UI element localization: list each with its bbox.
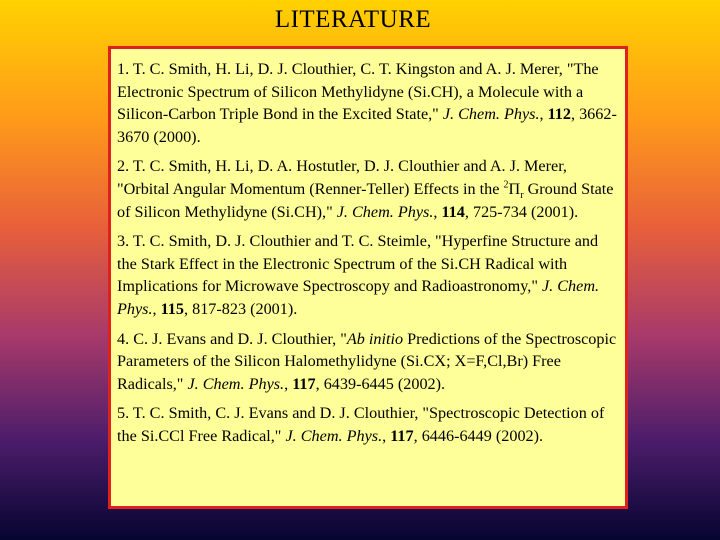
pages-year: , 3662-3670 (2000). [117,105,617,146]
reference-text: 1. T. C. Smith, H. Li, D. J. Clouthier, C. T. Kingston and A. J. Merer, "The Electronic Spectrum of Silicon Methylidyne (Si.CH), a Molecule with a Silicon-Carbon Triple Bond in the Excited State," [117,60,599,124]
separator: , [433,202,442,221]
reference-text: 2. T. C. Smith, H. Li, D. A. Hostutler, D. J. Clouthier and A. J. Merer, "Orbital Angular Momentum (Renner-Teller) Effects in the [117,157,567,198]
reference-item-2 [117,155,619,223]
volume-number: 117 [390,426,414,445]
journal-name: J. Chem. Phys. [442,105,540,124]
separator: , [284,374,293,393]
term-symbol: Π [508,179,521,198]
reference-item-1 [117,58,619,148]
reference-item-5 [117,402,619,447]
volume-number: 115 [160,299,184,318]
reference-text-cont: Predictions of the Spectroscopic Parameters of the Silicon Halomethylidyne (Si.CX; X=F,Cl,Br) Free Radicals," [117,329,617,393]
journal-name: J. Chem. Phys. [117,277,600,318]
reference-item-3 [117,230,619,320]
reference-text: 3. T. C. Smith, D. J. Clouthier and T. C. Steimle, "Hyperfine Structure and the Stark Effect in the Electronic Spectrum of the Si.CH Radical with Implications for Microwave Spectroscopy and Radioastronomy," [117,232,599,296]
pages-year: , 817-823 (2001). [184,299,298,318]
reference-text: 4. C. J. Evans and D. J. Clouthier, " [117,329,347,348]
volume-number: 112 [547,105,571,124]
reference-list [108,46,628,509]
pages-year: , 725-734 (2001). [464,202,579,221]
separator: , [539,105,548,124]
subscript: r [520,190,524,202]
separator: , [382,426,391,445]
pages-year: , 6439-6445 (2002). [315,374,446,393]
journal-name: J. Chem. Phys. [336,202,434,221]
superscript: 2 [503,179,509,191]
reference-text-cont: Ground State of Silicon Methylidyne (Si.CH)," [117,179,614,221]
separator: , [152,299,161,318]
journal-name: J. Chem. Phys. [187,374,285,393]
volume-number: 114 [441,202,465,221]
slide-title: LITERATURE [274,6,432,33]
reference-item-4 [117,328,619,396]
pages-year: , 6446-6449 (2002). [413,426,544,445]
volume-number: 117 [292,374,316,393]
reference-text: 5. T. C. Smith, C. J. Evans and D. J. Clouthier, "Spectroscopic Detection of the Si.CCl Free Radical," [117,404,605,445]
journal-name: J. Chem. Phys. [285,426,383,445]
italic-phrase: Ab initio [346,329,404,348]
